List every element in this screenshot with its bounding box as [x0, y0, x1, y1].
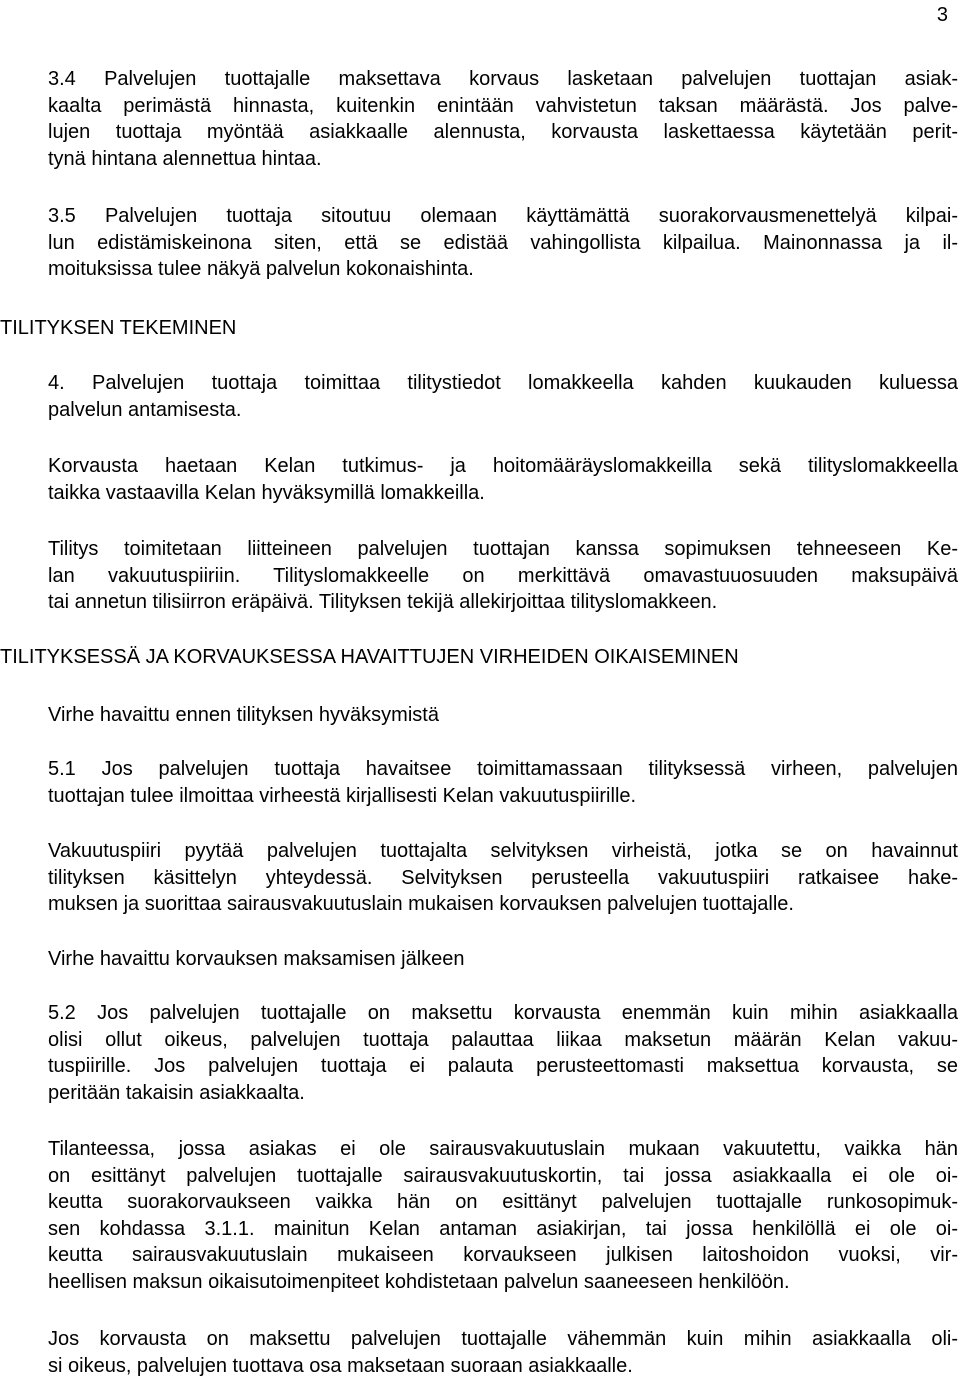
- paragraph-5-1: [48, 756, 958, 809]
- paragraph-3-5: [48, 203, 958, 283]
- text-line: 3.5 Palvelujen tuottaja sitoutuu olemaan käyttämättä suorakorvausmenettelyä kilpai-: [48, 205, 958, 227]
- paragraph-5-2-situations: [48, 1136, 958, 1295]
- text-line: tai annetun tilisiirron eräpäivä. Tilityksen tekijä allekirjoittaa tilityslomakkeen.: [48, 591, 718, 613]
- text-line: si oikeus, palvelujen tuottava osa maksetaan suoraan asiakkaalle.: [48, 1354, 633, 1377]
- text-line: on esittänyt palvelujen tuottajalle sairausvakuutuskortin, tai jossa asiakkaalla ei ole oi-: [48, 1164, 958, 1187]
- section-heading-virheiden-oikaiseminen: TILITYKSESSÄ JA KORVAUKSESSA HAVAITTUJEN VIRHEIDEN OIKAISEMINEN: [0, 646, 739, 668]
- text-line: Tilitys toimitetaan liitteineen palvelujen tuottajan kanssa sopimuksen tehneeseen Ke-: [48, 538, 958, 560]
- paragraph-5-2: [48, 1000, 958, 1106]
- text-line: tilityksen käsittelyn yhteydessä. Selvityksen perusteella vakuutuspiiri ratkaisee hake-: [48, 866, 958, 889]
- section-heading-tilityksen-tekeminen: TILITYKSEN TEKEMINEN: [0, 317, 237, 339]
- text-line: muksen ja suorittaa sairausvakuutuslain mukaisen korvauksen palvelujen tuottajalle.: [48, 893, 794, 915]
- paragraph-5-1-review: [48, 838, 958, 918]
- text-line: keutta suorakorvaukseen vaikka hän on esittänyt palvelujen tuottajalle runkosopimuk-: [48, 1191, 958, 1213]
- text-line: Tilanteessa, jossa asiakas ei ole sairausvakuutuslain mukaan vakuutettu, vaikka hän: [48, 1138, 958, 1160]
- paragraph-3-4: [48, 66, 958, 172]
- text-line: tynä hintana alennettua hintaa.: [48, 147, 322, 170]
- text-line: 4. Palvelujen tuottaja toimittaa tilitystiedot lomakkeella kahden kuukauden kuluessa: [48, 372, 958, 394]
- paragraph-5-2-underpaid: [48, 1326, 958, 1379]
- paragraph-4-submission: [48, 536, 958, 616]
- text-line: lun edistämiskeinona siten, että se edistää vahingollista kilpailua. Mainonnassa ja il-: [48, 231, 958, 254]
- text-line: 5.1 Jos palvelujen tuottaja havaitsee toimittamassaan tilityksessä virheen, palvelujen: [48, 758, 958, 780]
- subheading-ennen-hyvaksymista: Virhe havaittu ennen tilityksen hyväksymistä: [48, 704, 439, 726]
- paragraph-4-forms: [48, 453, 958, 506]
- page-number: 3: [936, 4, 948, 26]
- text-line: peritään takaisin asiakkaalta.: [48, 1081, 305, 1104]
- subheading-maksamisen-jalkeen: Virhe havaittu korvauksen maksamisen jälkeen: [48, 948, 465, 970]
- text-line: sen kohdassa 3.1.1. mainitun Kelan antaman asiakirjan, tai jossa henkilöllä ei ole oi-: [48, 1217, 958, 1240]
- text-line: Vakuutuspiiri pyytää palvelujen tuottajalta selvityksen virheistä, jotka se on havainnut: [48, 840, 958, 862]
- text-line: moituksissa tulee näkyä palvelun kokonaishinta.: [48, 258, 474, 280]
- text-line: tuottajan tulee ilmoittaa virheestä kirjallisesti Kelan vakuutuspiirille.: [48, 784, 637, 807]
- text-line: olisi ollut oikeus, palvelujen tuottaja palauttaa liikaa maksetun määrän Kelan vakuu-: [48, 1028, 958, 1051]
- text-line: taikka vastaavilla Kelan hyväksymillä lomakkeilla.: [48, 481, 485, 504]
- text-line: 5.2 Jos palvelujen tuottajalle on maksettu korvausta enemmän kuin mihin asiakkaalla: [48, 1002, 958, 1024]
- text-line: Jos korvausta on maksettu palvelujen tuottajalle vähemmän kuin mihin asiakkaalla oli-: [48, 1328, 958, 1350]
- text-line: tuspiirille. Jos palvelujen tuottaja ei palauta perusteettomasti maksettua korvausta, se: [48, 1055, 958, 1077]
- text-line: lan vakuutuspiiriin. Tilityslomakkeelle on merkittävä omavastuuosuuden maksupäivä: [48, 564, 958, 587]
- text-line: Korvausta haetaan Kelan tutkimus- ja hoitomääräyslomakkeilla sekä tilityslomakkeella: [48, 455, 958, 477]
- text-line: kaalta perimästä hinnasta, kuitenkin enintään vahvistetun taksan määrästä. Jos palve-: [48, 94, 958, 117]
- text-line: 3.4 Palvelujen tuottajalle maksettava korvaus lasketaan palvelujen tuottajan asiak-: [48, 68, 958, 90]
- text-line: palvelun antamisesta.: [48, 398, 242, 421]
- text-line: lujen tuottaja myöntää asiakkaalle alennusta, korvausta laskettaessa käytetään perit-: [48, 121, 958, 143]
- text-line: heellisen maksun oikaisutoimenpiteet kohdistetaan palvelun saaneeseen henkilöön.: [48, 1270, 790, 1293]
- paragraph-4: [48, 370, 958, 423]
- text-line: keutta sairausvakuutuslain mukaiseen korvaukseen julkisen laitoshoidon vuoksi, vir-: [48, 1244, 958, 1266]
